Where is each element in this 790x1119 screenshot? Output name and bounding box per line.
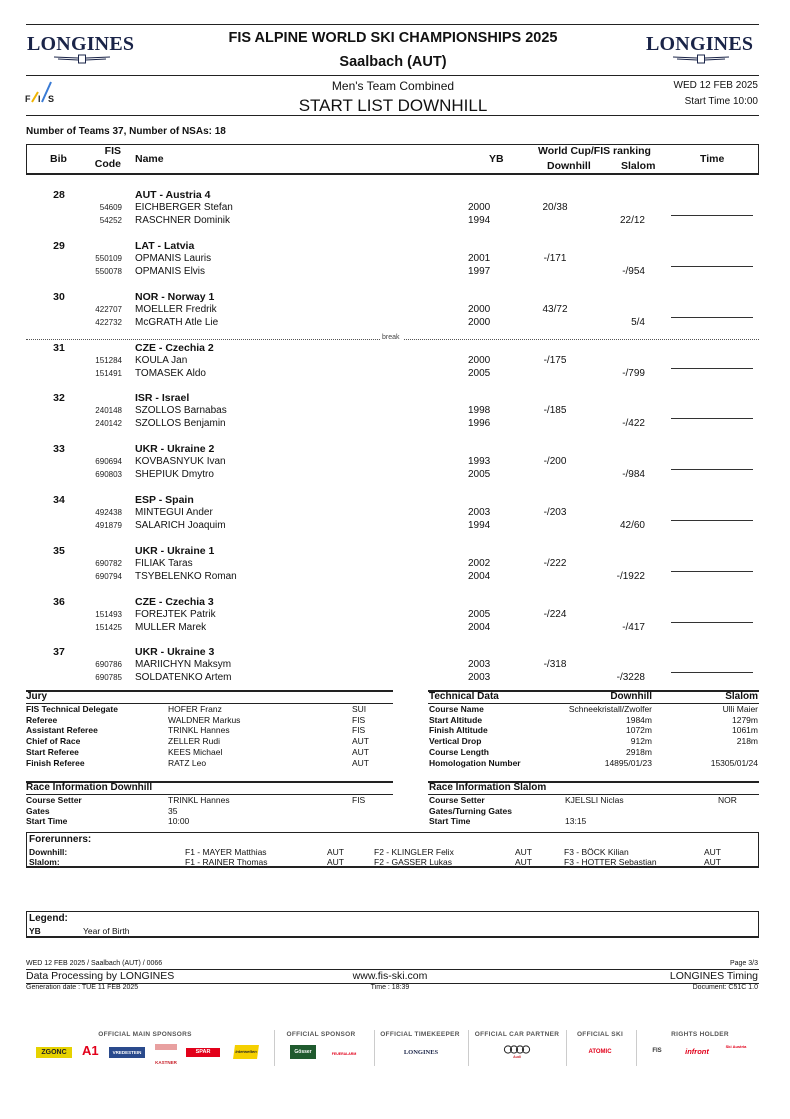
sponsor-group-title: OFFICIAL SPONSOR (286, 1031, 356, 1038)
audi-rings-icon (503, 1045, 531, 1054)
technical-label: Course Length (429, 746, 489, 757)
footer-page: Page 3/3 (729, 960, 758, 967)
team-bib: 33 (53, 443, 65, 455)
team-bib: 30 (53, 291, 65, 303)
race-dh-label: Start Time (26, 816, 68, 827)
team-name: UKR - Ukraine 2 (135, 443, 215, 455)
athlete-yb: 2003 (468, 507, 491, 518)
sponsor-logo-infront: infront (685, 1047, 709, 1056)
technical-downhill-value: 2918m (626, 746, 652, 757)
athlete-yb: 2001 (468, 253, 491, 264)
time-entry-line (671, 215, 753, 216)
time-entry-line (671, 622, 753, 623)
jury-name: HOFER Franz (168, 704, 222, 714)
athlete-yb: 1994 (468, 215, 491, 226)
athlete-slalom-rank: -/3228 (616, 672, 645, 683)
athlete-slalom-rank: -/984 (622, 469, 645, 480)
athlete-slalom-rank: -/417 (622, 622, 645, 633)
athlete-yb: 1996 (468, 418, 491, 429)
athlete-fis-code: 240142 (95, 419, 122, 428)
athlete-name: KOULA Jan (135, 355, 188, 366)
fis-logo-icon (24, 78, 60, 106)
technical-label: Course Name (429, 704, 484, 714)
longines-wings-icon (671, 54, 731, 64)
athlete-name: KOVBASNYUK Ivan (135, 456, 226, 467)
team-bib: 37 (53, 646, 65, 658)
break-label: break (382, 334, 400, 341)
forerunner-2: F2 - KLINGLER Felix (374, 847, 454, 857)
athlete-yb: 2005 (468, 609, 491, 620)
athlete-name: SALARICH Joaquim (135, 520, 226, 531)
race-dh-label: Gates (26, 805, 50, 816)
technical-slalom-value: 1279m (732, 714, 758, 725)
sponsor-logo-a1: A1 (82, 1043, 99, 1058)
jury-name: KEES Michael (168, 746, 223, 757)
sponsor-logo-kastner: KASTNER (155, 1044, 177, 1060)
athlete-yb: 1994 (468, 520, 491, 531)
athlete-name: TOMASEK Aldo (135, 368, 206, 379)
race-dh-value: 35 (168, 805, 178, 816)
forerunner-3-nation: AUT (704, 847, 721, 857)
forerunner-1-nation: AUT (327, 847, 344, 857)
team-entry (0, 240, 790, 288)
break-divider (26, 334, 759, 344)
athlete-fis-code: 151493 (95, 610, 122, 619)
athlete-yb: 2000 (468, 202, 491, 213)
technical-slalom-value: 218m (736, 736, 758, 747)
technical-slalom-value: Ulli Maier (722, 704, 758, 714)
jury-nation: AUT (352, 746, 369, 757)
technical-slalom-value: 15305/01/24 (710, 757, 758, 768)
athlete-fis-code: 690782 (95, 559, 122, 568)
athlete-fis-code: 54609 (99, 203, 122, 212)
athlete-fis-code: 690803 (95, 470, 122, 479)
forerunner-3-nation: AUT (704, 856, 721, 867)
race-dh-label: Course Setter (26, 795, 82, 805)
technical-label: Start Altitude (429, 714, 483, 725)
athlete-fis-code: 151491 (95, 369, 122, 378)
forerunner-1: F1 - RAINER Thomas (185, 856, 268, 867)
technical-col-slalom: Slalom (725, 691, 758, 702)
technical-downhill-value: Schneekristall/Zwolfer (568, 704, 652, 714)
jury-nation: FIS (352, 725, 366, 736)
forerunner-3: F3 - BÖCK Kilian (564, 847, 629, 857)
legend-desc: Year of Birth (83, 926, 130, 936)
sponsor-logo-gosser: Gösser (290, 1045, 316, 1059)
technical-downhill-value: 1984m (626, 714, 652, 725)
jury-title: Jury (26, 691, 48, 702)
time-entry-line (671, 672, 753, 673)
table-header (26, 144, 759, 175)
athlete-slalom-rank: -/422 (622, 418, 645, 429)
race-sl-label: Gates/Turning Gates (429, 805, 512, 816)
team-entry (0, 189, 790, 237)
jury-role: Finish Referee (26, 757, 85, 768)
time-entry-line (671, 469, 753, 470)
team-bib: 36 (53, 596, 65, 608)
athlete-downhill-rank: -/224 (543, 609, 567, 620)
longines-logo-left: LONGINES (27, 33, 135, 55)
sponsor-logo-feueralarm: FEUERALARM (331, 1052, 357, 1056)
time-entry-line (671, 266, 753, 267)
team-name: LAT - Latvia (135, 240, 195, 252)
athlete-yb: 1997 (468, 266, 491, 277)
athlete-name: MULLER Marek (135, 622, 207, 633)
team-bib: 34 (53, 494, 65, 506)
athlete-fis-code: 690785 (95, 673, 122, 682)
athlete-name: OPMANIS Elvis (135, 266, 206, 277)
athlete-slalom-rank: -/799 (622, 368, 645, 379)
athlete-yb: 2000 (468, 355, 491, 366)
col-time-header: Time (700, 153, 725, 165)
sponsor-group-title: OFFICIAL TIMEKEEPER (380, 1031, 460, 1038)
sponsor-logo-audi: Audi (513, 1055, 521, 1059)
technical-downhill-value: 912m (630, 736, 652, 747)
athlete-name: OPMANIS Lauris (135, 253, 212, 264)
team-bib: 31 (53, 342, 65, 354)
forerunner-2-nation: AUT (515, 847, 532, 857)
sponsor-logo-vredestein: VREDESTEIN (109, 1047, 145, 1058)
athlete-downhill-rank: -/175 (543, 355, 567, 366)
race-dh-title: Race Information Downhill (26, 782, 153, 793)
team-name: UKR - Ukraine 3 (135, 646, 215, 658)
jury-nation: SUI (352, 704, 367, 714)
sponsor-logo-ski-austria: Ski Austria (725, 1044, 747, 1049)
technical-downhill-value: 1072m (626, 725, 652, 736)
event-date: WED 12 FEB 2025 (673, 80, 758, 91)
footer-processing: Data Processing by LONGINES (26, 970, 175, 982)
forerunner-discipline: Downhill: (29, 847, 68, 857)
team-entry (0, 291, 790, 339)
athlete-fis-code: 550078 (95, 267, 122, 276)
sponsor-logo-spar: SPAR (186, 1048, 220, 1057)
athlete-fis-code: 422707 (95, 305, 122, 314)
technical-label: Vertical Drop (429, 736, 482, 747)
sponsor-logo-atomic: ATOMIC (588, 1049, 612, 1055)
col-yb-header: YB (489, 153, 504, 165)
technical-col-downhill: Downhill (610, 691, 652, 702)
list-title: START LIST DOWNHILL (298, 96, 488, 115)
jury-role: Start Referee (26, 746, 79, 757)
athlete-downhill-rank: 43/72 (542, 304, 568, 315)
athlete-name: RASCHNER Dominik (135, 215, 231, 226)
athlete-name: MARIICHYN Maksym (135, 659, 232, 670)
svg-text:I: I (38, 94, 41, 104)
sponsor-logo-interwetten: interwetten (233, 1045, 259, 1059)
event-name: Men's Team Combined (331, 79, 455, 93)
sponsor-logo-longines: LONGINES (403, 1049, 439, 1056)
col-ranking-header: World Cup/FIS ranking (538, 145, 651, 157)
athlete-yb: 2002 (468, 558, 491, 569)
team-entry (0, 443, 790, 491)
header-bottom-rule (26, 115, 759, 116)
team-entry (0, 392, 790, 440)
team-bib: 29 (53, 240, 65, 252)
sponsor-group-title: RIGHTS HOLDER (671, 1031, 729, 1038)
jury-nation: AUT (352, 736, 369, 747)
race-sl-title: Race Information Slalom (429, 782, 547, 793)
athlete-fis-code: 54252 (99, 216, 122, 225)
athlete-fis-code: 151284 (95, 356, 122, 365)
longines-wings-icon (52, 54, 112, 64)
athlete-slalom-rank: 5/4 (631, 317, 645, 328)
athlete-slalom-rank: -/954 (622, 266, 645, 277)
technical-slalom-value: 1061m (732, 725, 758, 736)
athlete-name: FILIAK Taras (135, 558, 193, 569)
athlete-yb: 2004 (468, 571, 491, 582)
race-dh-nation: FIS (352, 795, 366, 805)
header-top-rule (26, 24, 759, 25)
footer-ref: WED 12 FEB 2025 / Saalbach (AUT) / 0066 (26, 960, 163, 967)
team-name: NOR - Norway 1 (135, 291, 215, 303)
sponsor-logo-fis: FIS (652, 1048, 662, 1054)
technical-label: Finish Altitude (429, 725, 488, 736)
col-downhill-header: Downhill (547, 160, 591, 172)
athlete-slalom-rank: 42/60 (619, 520, 645, 531)
athlete-name: SOLDATENKO Artem (135, 672, 232, 683)
athlete-fis-code: 690694 (95, 457, 122, 466)
time-entry-line (671, 368, 753, 369)
forerunner-3: F3 - HOTTER Sebastian (564, 856, 657, 867)
time-entry-line (671, 418, 753, 419)
col-fis-header-2: Code (94, 158, 121, 170)
team-bib: 32 (53, 392, 65, 404)
team-bib: 28 (53, 189, 65, 201)
athlete-fis-code: 690794 (95, 572, 122, 581)
svg-text:S: S (48, 94, 55, 104)
footer-time: Time : 18:39 (370, 984, 410, 991)
athlete-downhill-rank: -/318 (543, 659, 567, 670)
venue: Saalbach (AUT) (339, 54, 447, 70)
athlete-yb: 1998 (468, 405, 491, 416)
forerunner-1-nation: AUT (327, 856, 344, 867)
time-entry-line (671, 317, 753, 318)
legend-title: Legend: (29, 913, 68, 924)
athlete-yb: 2005 (468, 469, 491, 480)
athlete-fis-code: 491879 (95, 521, 122, 530)
athlete-fis-code: 422732 (95, 318, 122, 327)
sponsor-group-title: OFFICIAL SKI (576, 1031, 624, 1038)
legend-box (26, 911, 759, 938)
race-sl-nation: NOR (718, 795, 737, 805)
footer-timing: LONGINES Timing (669, 970, 758, 982)
technical-label: Homologation Number (429, 757, 521, 768)
col-name-header: Name (135, 153, 164, 165)
athlete-name: SZOLLOS Barnabas (135, 405, 227, 416)
team-entry (0, 494, 790, 542)
forerunners-box (26, 832, 759, 868)
athlete-name: SHEPIUK Dmytro (135, 469, 214, 480)
athlete-name: MOELLER Fredrik (135, 304, 217, 315)
col-bib-header: Bib (50, 153, 67, 165)
athlete-slalom-rank: -/1922 (616, 571, 645, 582)
jury-name: TRINKL Hannes (168, 725, 230, 736)
jury-rule (26, 690, 393, 692)
race-sl-value: 13:15 (565, 816, 587, 827)
header-mid-rule (26, 75, 759, 76)
athlete-yb: 2003 (468, 659, 491, 670)
forerunner-2: F2 - GASSER Lukas (374, 856, 452, 867)
athlete-name: McGRATH Atle Lie (135, 317, 219, 328)
sponsor-logo-zgonc: ZGONC (36, 1047, 72, 1058)
athlete-fis-code: 550109 (95, 254, 122, 263)
athlete-downhill-rank: -/222 (543, 558, 567, 569)
team-name: UKR - Ukraine 1 (135, 545, 215, 557)
technical-downhill-value: 14895/01/23 (604, 757, 652, 768)
forerunners-title: Forerunners: (29, 834, 92, 845)
footer-website[interactable]: www.fis-ski.com (352, 970, 428, 982)
jury-name: RATZ Leo (168, 757, 207, 768)
teams-summary: Number of Teams 37, Number of NSAs: 18 (26, 126, 226, 137)
race-sl-label: Start Time (429, 816, 471, 827)
team-entry (0, 646, 790, 694)
athlete-downhill-rank: -/200 (543, 456, 567, 467)
team-name: ESP - Spain (135, 494, 194, 506)
team-name: ISR - Israel (135, 392, 190, 404)
time-entry-line (671, 520, 753, 521)
legend-key: YB (29, 926, 41, 936)
col-fis-header-1: FIS (104, 145, 121, 157)
athlete-yb: 2003 (468, 672, 491, 683)
jury-nation: FIS (352, 714, 366, 725)
jury-nation: AUT (352, 757, 369, 768)
forerunner-1: F1 - MAYER Matthias (185, 847, 267, 857)
team-name: CZE - Czechia 3 (135, 596, 214, 608)
athlete-downhill-rank: 20/38 (542, 202, 568, 213)
athlete-downhill-rank: -/203 (543, 507, 567, 518)
athlete-fis-code: 151425 (95, 623, 122, 632)
team-entry (0, 545, 790, 593)
athlete-slalom-rank: 22/12 (619, 215, 645, 226)
forerunner-discipline: Slalom: (29, 856, 60, 867)
event-start-time: Start Time 10:00 (684, 96, 758, 107)
jury-role: FIS Technical Delegate (26, 704, 118, 714)
athlete-name: SZOLLOS Benjamin (135, 418, 226, 429)
sponsor-group-title: OFFICIAL CAR PARTNER (474, 1031, 560, 1038)
jury-name: ZELLER Rudi (168, 736, 220, 747)
athlete-yb: 2000 (468, 304, 491, 315)
athlete-name: MINTEGUI Ander (135, 507, 213, 518)
athlete-fis-code: 240148 (95, 406, 122, 415)
footer-generation: Generation date : TUE 11 FEB 2025 (26, 984, 139, 991)
athlete-downhill-rank: -/171 (543, 253, 567, 264)
col-slalom-header: Slalom (621, 160, 656, 172)
svg-text:F: F (25, 94, 31, 104)
team-entry (0, 342, 790, 390)
athlete-yb: 2004 (468, 622, 491, 633)
time-entry-line (671, 571, 753, 572)
athlete-downhill-rank: -/185 (543, 405, 567, 416)
athlete-fis-code: 492438 (95, 508, 122, 517)
jury-role: Referee (26, 714, 58, 725)
race-sl-value: KJELSLI Niclas (565, 795, 624, 805)
technical-title: Technical Data (429, 691, 499, 702)
race-dh-value: TRINKL Hannes (168, 795, 230, 805)
athlete-yb: 2000 (468, 317, 491, 328)
team-entry (0, 596, 790, 644)
team-bib: 35 (53, 545, 65, 557)
race-sl-label: Course Setter (429, 795, 485, 805)
athlete-fis-code: 690786 (95, 660, 122, 669)
event-title: FIS ALPINE WORLD SKI CHAMPIONSHIPS 2025 (228, 30, 558, 46)
race-dh-value: 10:00 (168, 816, 190, 827)
athlete-name: TSYBELENKO Roman (135, 571, 237, 582)
athlete-yb: 2005 (468, 368, 491, 379)
jury-role: Assistant Referee (26, 725, 98, 736)
jury-role: Chief of Race (26, 736, 81, 747)
athlete-name: EICHBERGER Stefan (135, 202, 233, 213)
longines-logo-right: LONGINES (646, 33, 754, 55)
forerunner-2-nation: AUT (515, 856, 532, 867)
athlete-yb: 1993 (468, 456, 491, 467)
athlete-name: FOREJTEK Patrik (135, 609, 216, 620)
team-name: AUT - Austria 4 (135, 189, 211, 201)
footer-document: Document: C51C 1.0 (692, 984, 758, 991)
jury-name: WALDNER Markus (168, 714, 241, 725)
sponsor-group-title: OFFICIAL MAIN SPONSORS (98, 1031, 192, 1038)
team-name: CZE - Czechia 2 (135, 342, 214, 354)
